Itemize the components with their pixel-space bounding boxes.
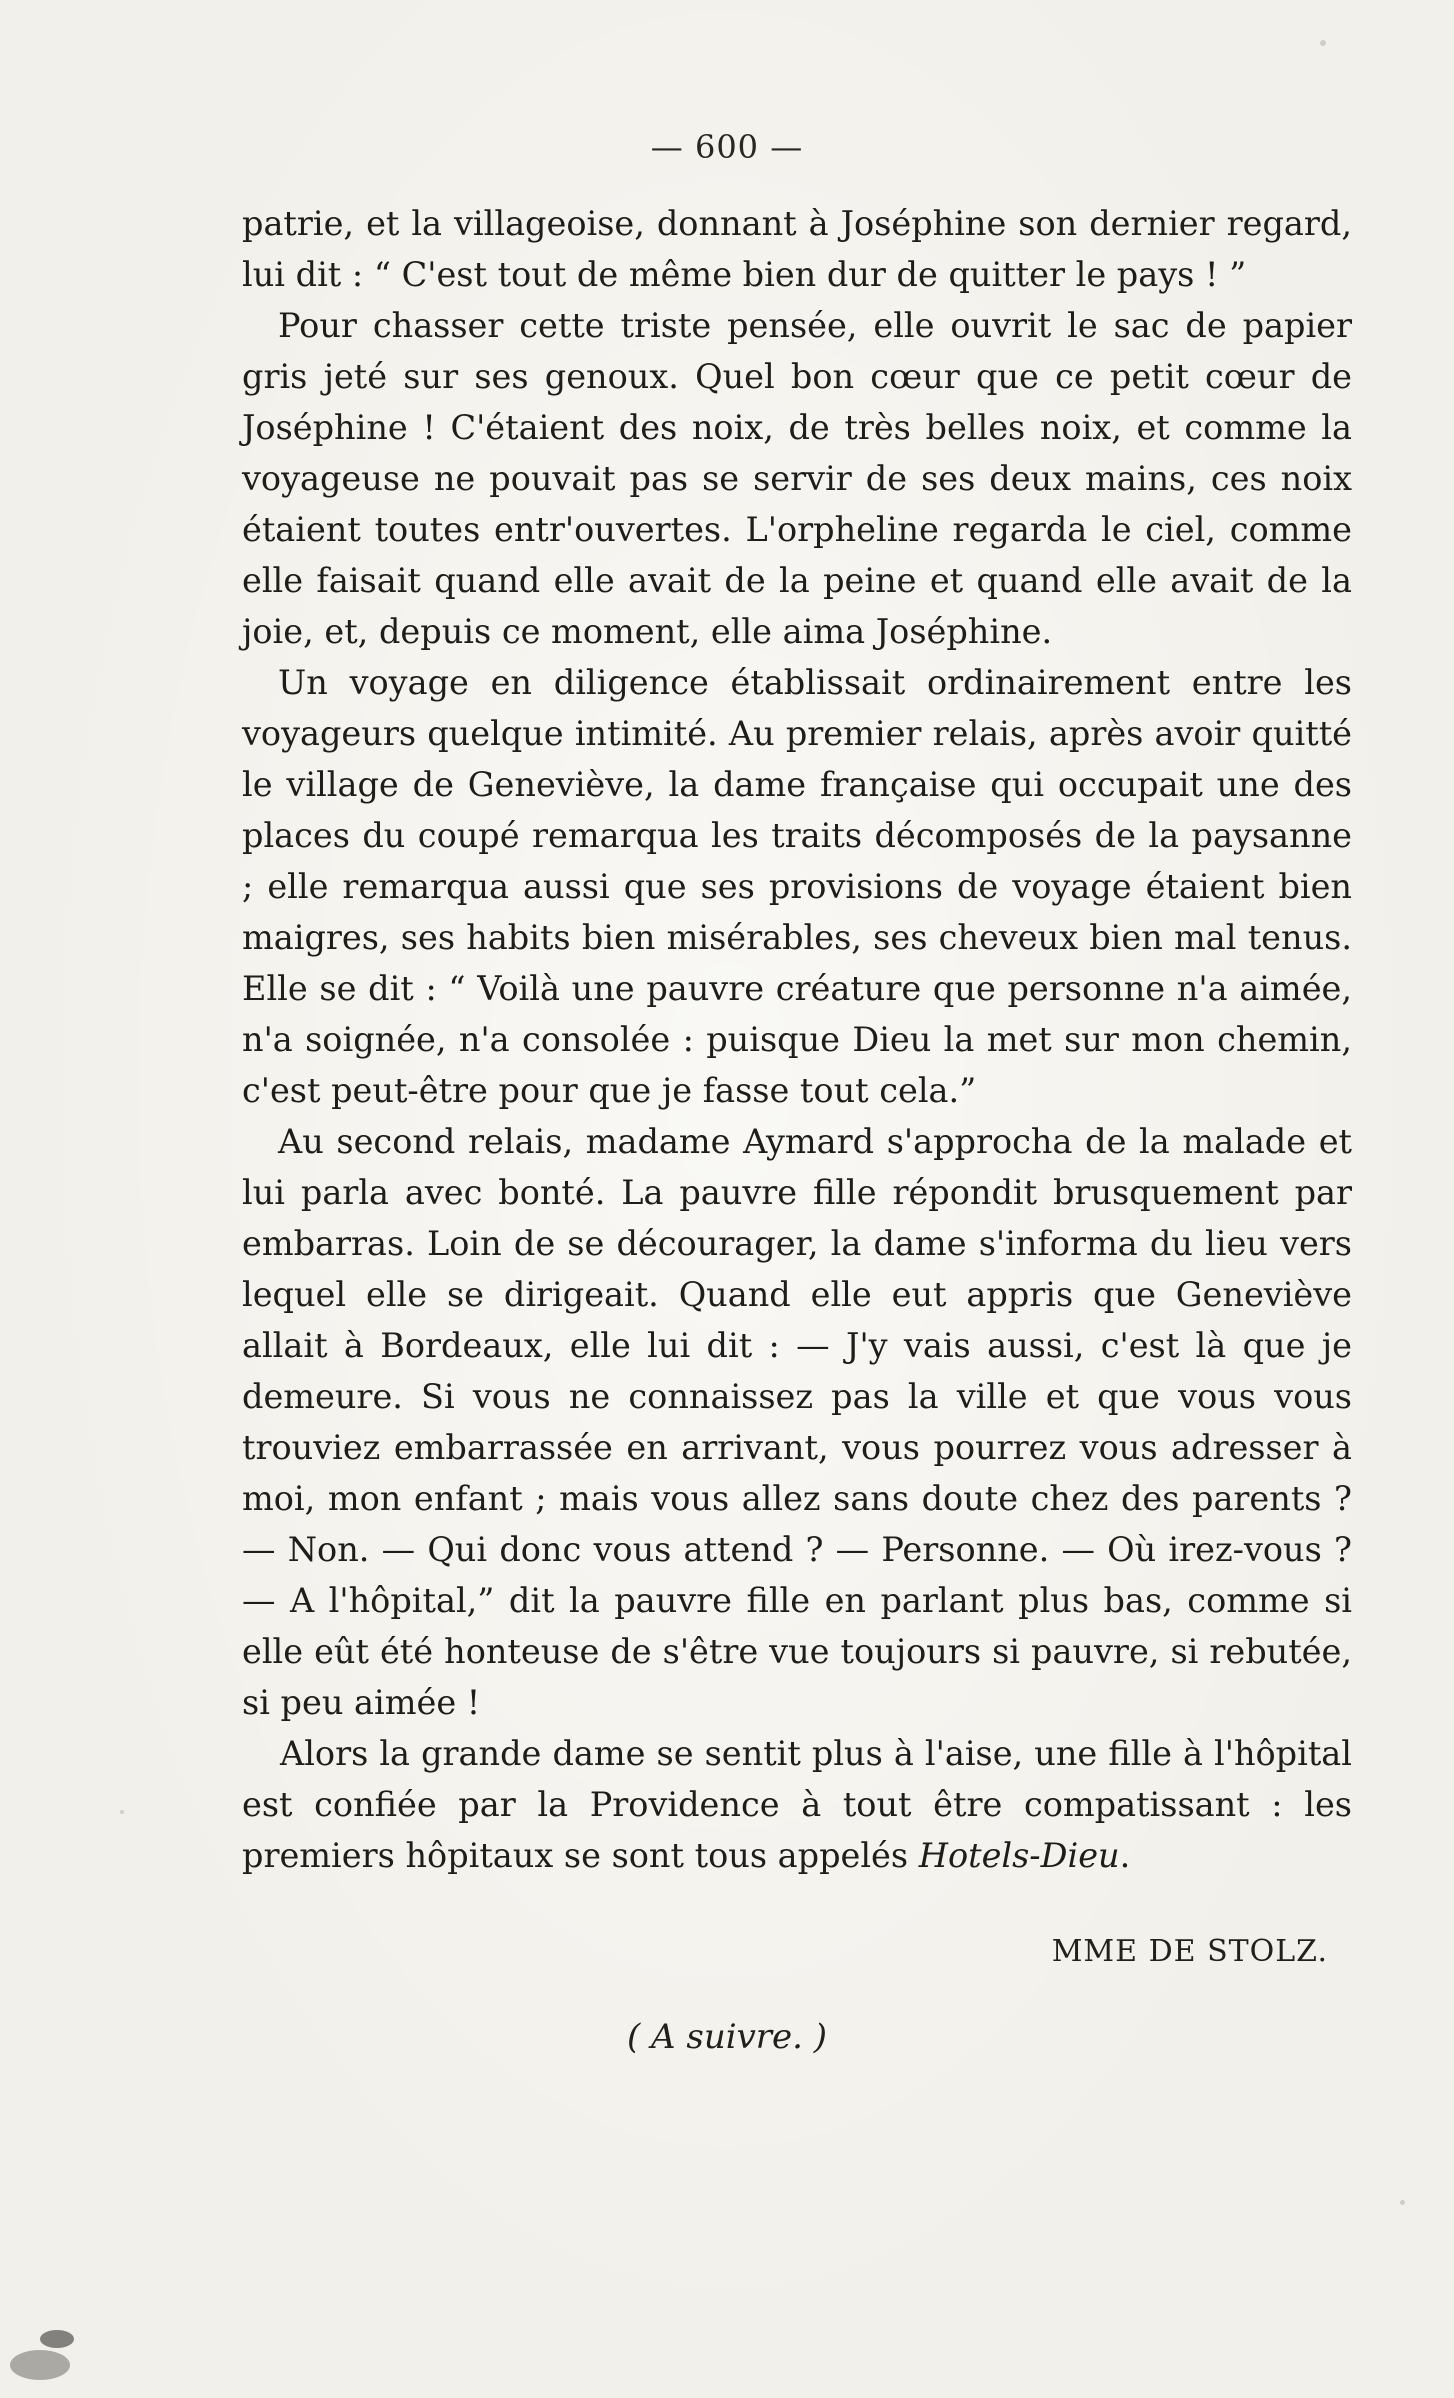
paragraph-5-end: . xyxy=(1119,1836,1131,1875)
continuation-text: ( A suivre. ) xyxy=(626,2017,828,2057)
paragraph-3: Un voyage en diligence établissait ordinairement entre les voyageurs quelque intimité. Au premier relais, après avoir quitté le village de Geneviève, la dame française qui occupait une des places du coupé remarqua les traits décomposés de la paysanne ; elle remarqua aussi que ses provisions de voyage étaient bien maigres, ses habits bien misérables, ses cheveux bien mal tenus. Elle se dit : “ Voilà une pauvre créature que personne n'a aimée, n'a soignée, n'a consolée : puisque Dieu la met sur mon chemin, c'est peut-être pour que je fasse tout cela.” xyxy=(242,663,1352,1110)
paragraph-1: patrie, et la villageoise, donnant à Joséphine son dernier regard, lui dit : “ C'est tout de même bien dur de quitter le pays ! ” xyxy=(242,204,1352,294)
paragraph-5 xyxy=(242,1728,1352,1881)
paper-speckle xyxy=(10,2350,70,2380)
paragraph-2: Pour chasser cette triste pensée, elle ouvrit le sac de papier gris jeté sur ses genoux. Quel bon cœur que ce petit cœur de Joséphine ! C'étaient des noix, de très belles noix, et comme la voyageuse ne pouvait pas se servir de ses deux mains, ces noix étaient toutes entr'ouvertes. L'orpheline regarda le ciel, comme elle faisait quand elle avait de la peine et quand elle avait de la joie, et, depuis ce moment, elle aima Joséphine. xyxy=(242,306,1352,651)
paper-speckle xyxy=(1320,40,1326,46)
paper-speckle xyxy=(40,2330,74,2348)
paragraph-4: Au second relais, madame Aymard s'approcha de la malade et lui parla avec bonté. La pauvre fille répondit brusquement par embarras. Loin de se décourager, la dame s'informa du lieu vers lequel elle se dirigeait. Quand elle eut appris que Geneviève allait à Bordeaux, elle lui dit : — J'y vais aussi, c'est là que je demeure. Si vous ne connaissez pas la ville et que vous vous trouviez embarrassée en arrivant, vous pourrez vous adresser à moi, mon enfant ; mais vous allez sans doute chez des parents ? — Non. — Qui donc vous attend ? — Personne. — Où irez-vous ? — A l'hôpital,” dit la pauvre fille en parlant plus bas, comme si elle eût été honteuse de s'être vue toujours si pauvre, si rebutée, si peu aimée ! xyxy=(242,1122,1352,1722)
paper-speckle xyxy=(120,1810,124,1814)
page-number: — 600 — xyxy=(650,128,804,166)
article-body xyxy=(242,198,1352,1881)
paragraph-5-italic-title: Hotels-Dieu xyxy=(918,1836,1120,1875)
paper-speckle xyxy=(1400,2200,1405,2205)
author-signature: MME DE STOLZ. xyxy=(1051,1934,1328,1969)
paragraph-5-text: Alors la grande dame se sentit plus à l'aise, une fille à l'hôpital est confiée par la Providence à tout être compatissant : les premiers hôpitaux se sont tous appelés xyxy=(242,1734,1352,1875)
continuation-note xyxy=(0,2017,1454,2057)
